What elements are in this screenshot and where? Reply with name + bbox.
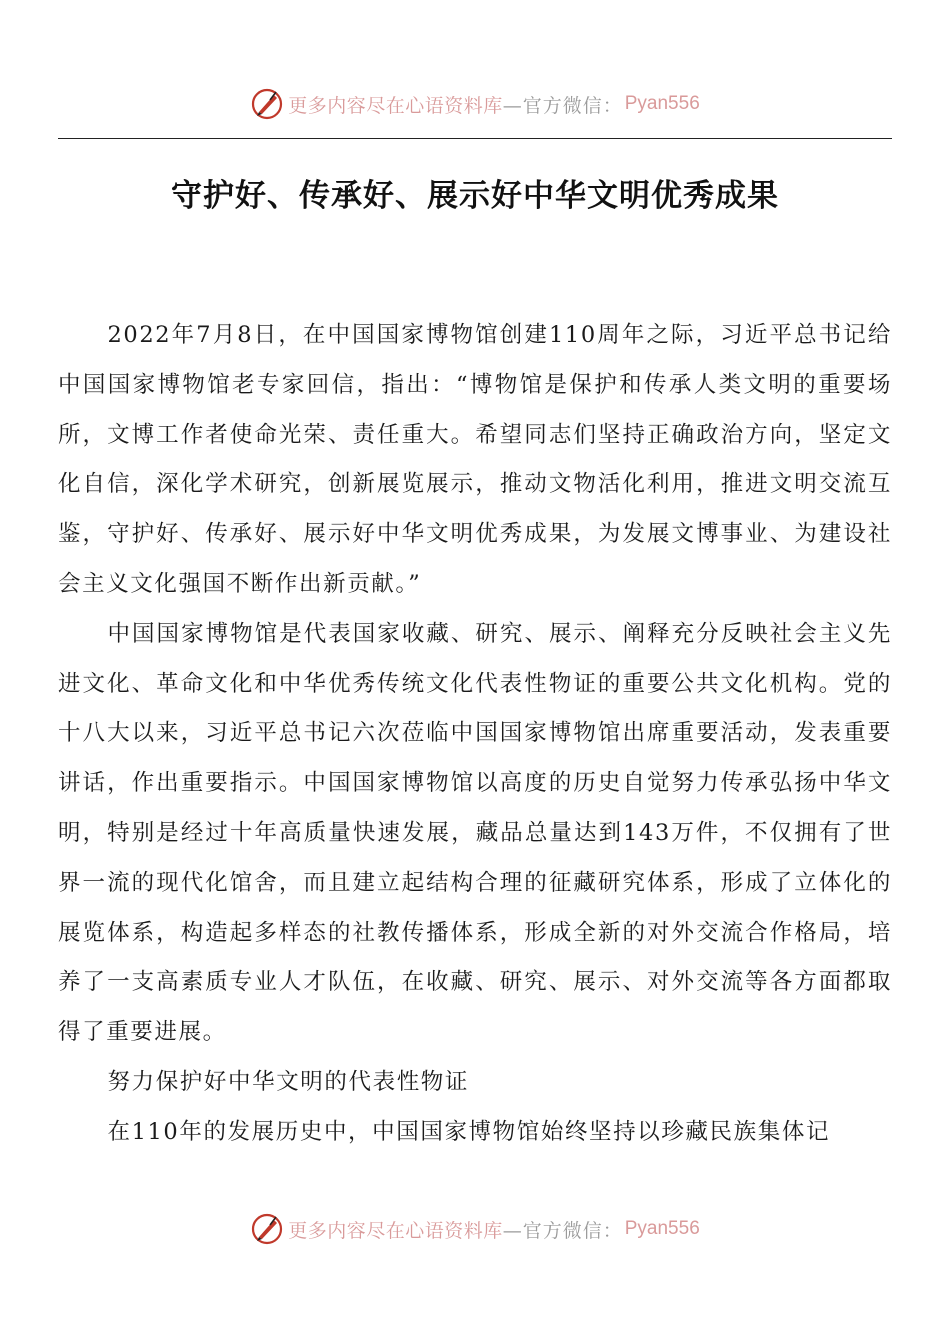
section-heading: 努力保护好中华文明的代表性物证 xyxy=(107,1068,470,1095)
banner-wechat-label: —官方微信： xyxy=(502,1219,623,1242)
header-banner xyxy=(0,84,950,124)
paragraph: 在110年的发展历史中，中国国家博物馆始终坚持以珍藏民族集体记 xyxy=(107,1118,831,1145)
paragraph: 2022年7月8日，在中国国家博物馆创建110周年之际，习近平总书记给中国国家博物馆老专家回信，指出：“博物馆是保护和传承人类文明的重要场所，文博工作者使命光荣、责任重大。希望同志们坚持正确政治方向，坚定文化自信，深化学术研究，创新展览展示，推动文物活化利用，推进文明交流互鉴，守护好、传承好、展示好中华文明优秀成果，为发展文博事业、为建设社会主义文化强国不断作出新贡献。” xyxy=(58,322,892,597)
paragraph: 中国国家博物馆是代表国家收藏、研究、展示、阐释充分反映社会主义先进文化、革命文化和中华优秀传统文化代表性物证的重要公共文化机构。党的十八大以来，习近平总书记六次莅临中国国家博物馆出席重要活动，发表重要讲话，作出重要指示。中国国家博物馆以高度的历史自觉努力传承弘扬中华文明，特别是经过十年高质量快速发展，藏品总量达到143万件，不仅拥有了世界一流的现代化馆舍，而且建立起结构合理的征藏研究体系，形成了立体化的展览体系，构造起多样态的社教传播体系，形成全新的对外交流合作格局，培养了一支高素质专业人才队伍，在收藏、研究、展示、对外交流等各方面都取得了重要进展。 xyxy=(58,620,892,1046)
banner-lead-text: 更多内容尽在心语资料库 xyxy=(288,94,503,117)
quill-logo-icon xyxy=(250,1212,284,1246)
banner-lead-text: 更多内容尽在心语资料库 xyxy=(288,1219,503,1242)
article-title: 守护好、传承好、展示好中华文明优秀成果 xyxy=(171,178,779,214)
header-rule xyxy=(58,138,892,139)
footer-banner xyxy=(0,1209,950,1249)
quill-logo-icon xyxy=(250,87,284,121)
banner-wechat-id: Pyan556 xyxy=(624,93,700,114)
banner-wechat-label: —官方微信： xyxy=(502,94,623,117)
banner-wechat-id: Pyan556 xyxy=(624,1218,700,1239)
article-body xyxy=(58,311,892,1158)
